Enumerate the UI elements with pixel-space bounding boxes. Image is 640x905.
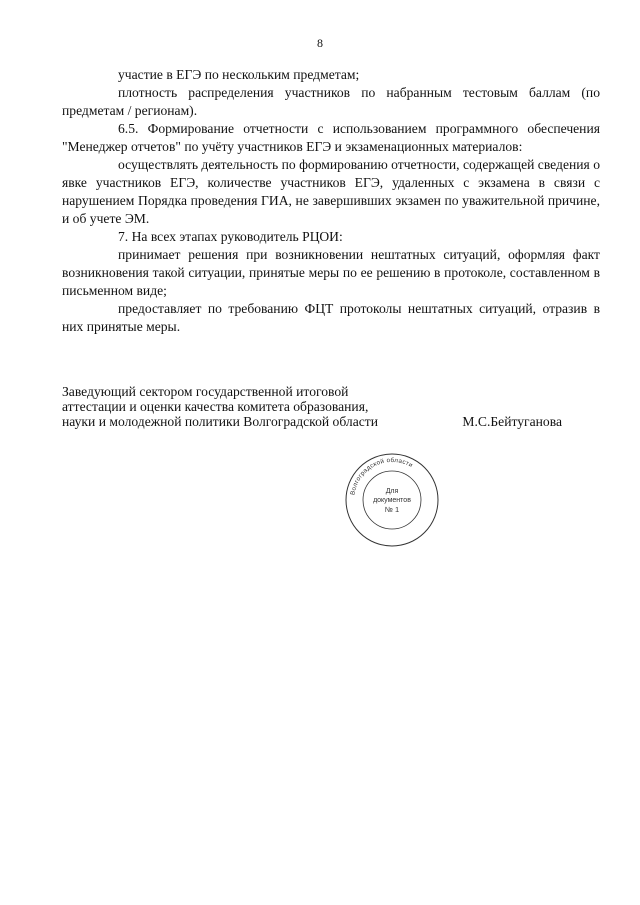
- page-number: 8: [317, 36, 323, 50]
- official-stamp: [344, 452, 440, 548]
- paragraph: участие в ЕГЭ по нескольким предметам;: [118, 67, 360, 82]
- stamp-ring-text: [349, 457, 414, 496]
- paragraph: 6.5. Формирование отчетности с использованием программного обеспечения "Менеджер отчетов" по учёту участников ЕГЭ и экзаменационных материалов:: [62, 121, 600, 154]
- paragraph: 7. На всех этапах руководитель РЦОИ:: [118, 229, 343, 244]
- paragraph: плотность распределения участников по набранным тестовым баллам (по предметам / регионам).: [62, 85, 600, 118]
- stamp-center-line-3: № 1: [384, 505, 400, 514]
- signatory-title: Заведующий сектором государственной итоговой аттестации и оценки качества комитета образования, науки и молодежной политики Волгоградской области: [62, 384, 378, 429]
- signature-block: [62, 384, 600, 429]
- stamp-center-line-2: документов: [373, 497, 411, 504]
- signatory-name: М.С.Бейтуганова: [462, 414, 562, 429]
- paragraph: осуществлять деятельность по формированию отчетности, содержащей сведения о явке участников ЕГЭ, количестве участников ЕГЭ, удаленных с экзамена в связи с нарушением Порядка проведения ГИА, не завершивших экзамен по уважительной причине, и об учете ЭМ.: [62, 157, 600, 226]
- document-body: [62, 66, 600, 336]
- paragraph: принимает решения при возникновении нештатных ситуаций, оформляя факт возникновения такой ситуации, принятые меры по ее решению в протоколе, составленном в письменном виде;: [62, 247, 600, 298]
- stamp-center-line-1: Для: [385, 488, 399, 495]
- paragraph: предоставляет по требованию ФЦТ протоколы нештатных ситуаций, отразив в них принятые меры.: [62, 301, 600, 334]
- stamp-ring-textpath: Волгоградской области: [349, 456, 415, 496]
